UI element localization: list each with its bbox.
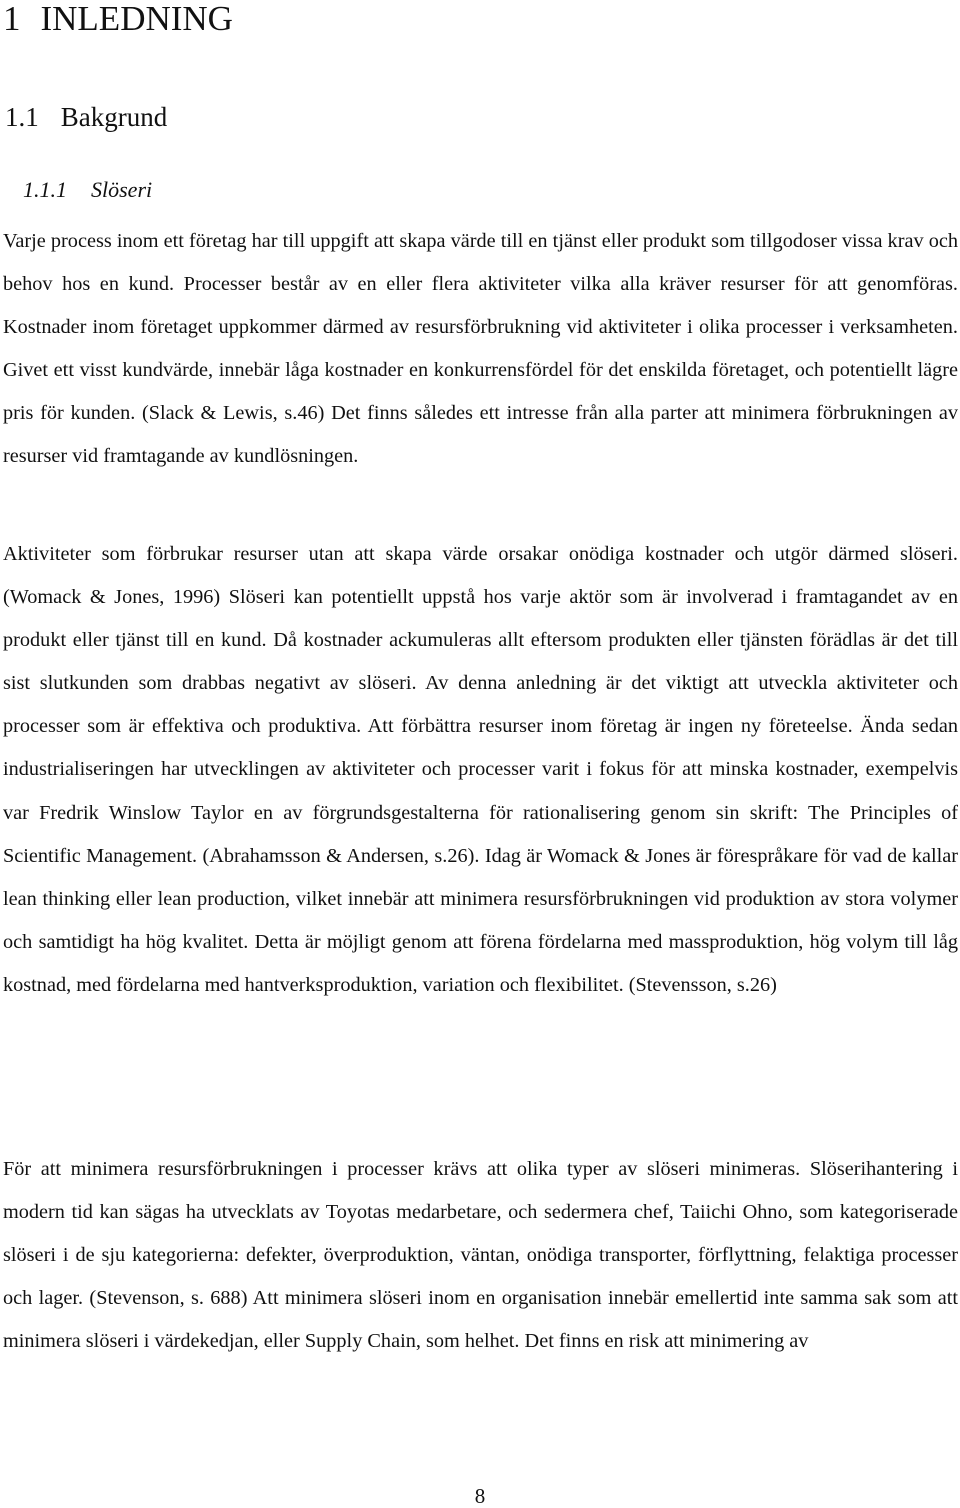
body-paragraph-1: Varje process inom ett företag har till uppgift att skapa värde till en tjänst eller produkt som tillgodoser vissa krav och behov hos en kund. Processer består av en eller flera aktiviteter vilka alla kräver resurser för att genomföras. Kostnader inom företaget uppkommer därmed av resursförbrukning vid aktiviteter i olika processer i verksamheten. Givet ett visst kundvärde, innebär låga kostnader en konkurrensfördel för det enskilda företaget, och potentiellt lägre pris för kunden. (Slack & Lewis, s.46) Det finns således ett intresse från alla parter att minimera förbrukningen av resurser vid framtagande av kundlösningen.	[3, 230, 958, 468]
body-paragraph-3: För att minimera resursförbrukningen i processer krävs att olika typer av slöseri minimeras. Slöserihantering i modern tid kan sägas ha utvecklats av Toyotas medarbetare, och sedermera chef, Taiichi Ohno, som kategoriserade slöseri i de sju kategorierna: defekter, överproduktion, väntan, onödiga transporter, förflyttning, felaktiga processer och lager. (Stevenson, s. 688) Att minimera slöseri inom en organisation innebär emellertid inte samma sak som att minimera slöseri i värdekedjan, eller Supply Chain, som helhet. Det finns en risk att minimering av	[3, 1158, 958, 1353]
subsection-title: Slöseri	[91, 177, 153, 202]
subsection-heading	[23, 175, 152, 205]
chapter-number: 1	[3, 0, 21, 38]
section-heading	[5, 100, 167, 134]
section-title: Bakgrund	[60, 102, 168, 132]
body-paragraph-2: Aktiviteter som förbrukar resurser utan att skapa värde orsakar onödiga kostnader och utgör därmed slöseri. (Womack & Jones, 1996) Slöseri kan potentiellt uppstå hos varje aktör som är involverad i framtagandet av en produkt eller tjänst till en kund. Då kostnader ackumuleras allt eftersom produkten eller tjänsten förädlas är det till sist slutkunden som drabbas negativt av slöseri. Av denna anledning är det viktigt att utveckla aktiviteter och processer som är effektiva och produktiva. Att förbättra resurser inom företag är ingen ny företeelse. Ända sedan industrialiseringen har utvecklingen av aktiviteter och processer varit i fokus för att minska kostnader, exempelvis var Fredrik Winslow Taylor en av förgrundsgestalterna för rationalisering genom sin skrift: The Principles of Scientific Management. (Abrahamsson & Andersen, s.26). Idag är Womack & Jones är förespråkare för vad de kallar lean thinking eller lean production, vilket innebär att minimera resursförbrukningen vid produktion av stora volymer och samtidigt ha hög kvalitet. Detta är möjligt genom att förena fördelarna med massproduktion, hög volym till låg kostnad, med fördelarna med hantverksproduktion, variation och flexibilitet. (Stevensson, s.26)	[3, 543, 958, 996]
chapter-heading	[3, 0, 233, 38]
subsection-number: 1.1.1	[23, 177, 67, 202]
chapter-title: INLEDNING	[40, 0, 233, 38]
section-number: 1.1	[5, 102, 39, 132]
page-number: 8	[474, 1484, 486, 1508]
